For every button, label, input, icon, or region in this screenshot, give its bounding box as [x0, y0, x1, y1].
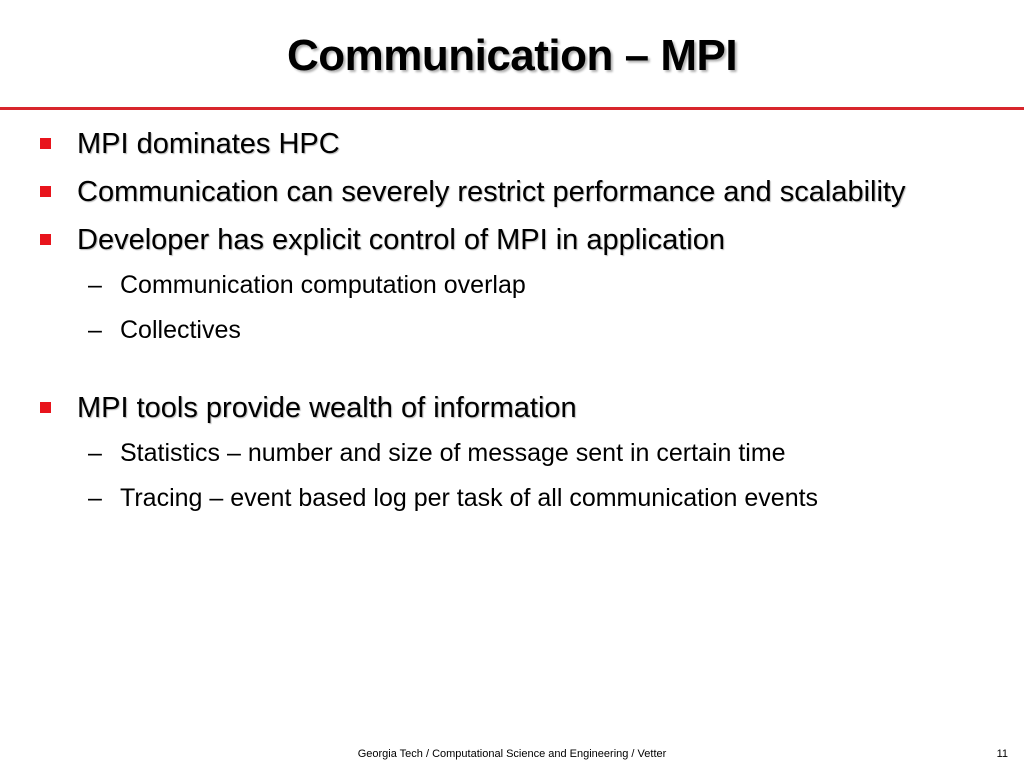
dash-bullet-icon: – — [88, 484, 102, 512]
spacer — [0, 358, 1024, 388]
sub-bullet-item — [0, 481, 1024, 515]
square-bullet-icon — [40, 402, 51, 413]
sub-bullet-text: Tracing – event based log per task of all communication events — [120, 484, 819, 512]
sub-bullet-item — [0, 268, 1024, 302]
slide-content — [0, 124, 1024, 526]
bullet-text: Communication can severely restrict performance and scalability — [77, 176, 906, 208]
bullet-item — [0, 172, 1024, 212]
title-divider — [0, 107, 1024, 110]
square-bullet-icon — [40, 234, 51, 245]
page-number: 11 — [996, 748, 1008, 760]
bullet-item — [0, 388, 1024, 428]
sub-bullet-item — [0, 313, 1024, 347]
bullet-item — [0, 220, 1024, 260]
slide-title: Communication – MPI — [286, 31, 738, 80]
square-bullet-icon — [40, 186, 51, 197]
sub-bullet-text: Collectives — [120, 316, 241, 344]
bullet-item — [0, 124, 1024, 164]
bullet-text: MPI tools provide wealth of information — [77, 392, 577, 424]
bullet-text: Developer has explicit control of MPI in application — [77, 224, 725, 256]
sub-bullet-text: Communication computation overlap — [120, 271, 526, 299]
sub-bullet-item — [0, 436, 1024, 470]
bullet-text: MPI dominates HPC — [77, 128, 340, 160]
square-bullet-icon — [40, 138, 51, 149]
dash-bullet-icon: – — [88, 439, 102, 467]
dash-bullet-icon: – — [88, 271, 102, 299]
slide-footer: Georgia Tech / Computational Science and Engineering / Vetter — [357, 748, 667, 760]
sub-bullet-text: Statistics – number and size of message sent in certain time — [120, 439, 786, 467]
dash-bullet-icon: – — [88, 316, 102, 344]
